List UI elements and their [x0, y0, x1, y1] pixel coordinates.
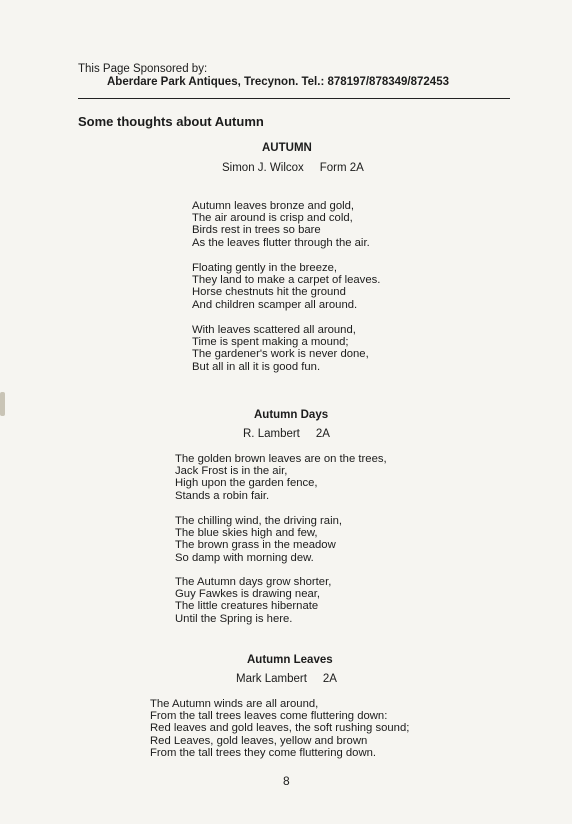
poem-line: The air around is crisp and cold,: [192, 212, 353, 225]
poem-line: The golden brown leaves are on the trees,: [175, 453, 387, 465]
poem-byline: Simon J. Wilcox Form 2A: [222, 162, 364, 174]
poem-line: But all in all it is good fun.: [192, 360, 321, 373]
poem-line: The blue skies high and few,: [175, 527, 318, 540]
poem-line: The brown grass in the meadow: [175, 539, 336, 552]
stanza: [175, 515, 342, 564]
stanza: [192, 324, 369, 373]
sponsor-block: [78, 63, 449, 89]
poem-line: Red Leaves, gold leaves, yellow and brown: [150, 734, 368, 747]
poem-line: From the tall trees they come fluttering down.: [150, 746, 377, 759]
poem-line: Autumn leaves bronze and gold,: [192, 200, 355, 212]
poem-line: The gardener's work is never done,: [192, 348, 369, 361]
poem-line: Jack Frost is in the air,: [175, 465, 288, 478]
poem-line: Stands a robin fair.: [175, 489, 270, 502]
header-rule: [78, 98, 510, 99]
poem-line: Birds rest in trees so bare: [192, 224, 321, 237]
poem-line: Time is spent making a mound;: [192, 336, 349, 349]
poem-title: Autumn Days: [254, 409, 329, 421]
poem-line: The chilling wind, the driving rain,: [175, 515, 343, 527]
poem-line: The little creatures hibernate: [175, 600, 319, 613]
stanza: [175, 453, 387, 502]
sponsor-name: Aberdare Park Antiques, Trecynon. Tel.: 878197/878349/872453: [107, 76, 449, 88]
poem-line: High upon the garden fence,: [175, 477, 318, 490]
poem-line: Floating gently in the breeze,: [192, 262, 338, 274]
poem-byline: R. Lambert 2A: [243, 428, 330, 440]
page-heading: Some thoughts about Autumn: [78, 114, 264, 129]
stanza: [150, 698, 409, 759]
poem-title: Autumn Leaves: [247, 654, 333, 666]
poem-line: Guy Fawkes is drawing near,: [175, 588, 321, 601]
poem-byline: Mark Lambert 2A: [236, 673, 337, 685]
sponsor-label: This Page Sponsored by:: [78, 63, 208, 75]
stanza: [192, 262, 380, 311]
poem-line: With leaves scattered all around,: [192, 324, 356, 336]
poem-line: The Autumn winds are all around,: [150, 698, 319, 710]
poem-line: Until the Spring is here.: [175, 612, 293, 625]
poem-line: As the leaves flutter through the air.: [192, 236, 370, 249]
poem-line: From the tall trees leaves come fluttering down:: [150, 710, 388, 723]
poem-line: Red leaves and gold leaves, the soft rushing sound;: [150, 722, 410, 735]
stanza: [192, 200, 370, 249]
page-number: 8: [283, 774, 290, 788]
poem-line: They land to make a carpet of leaves.: [192, 274, 381, 287]
poem-line: So damp with morning dew.: [175, 551, 314, 564]
poem-line: And children scamper all around.: [192, 298, 358, 311]
binding-mark: [0, 392, 5, 416]
poem-line: Horse chestnuts hit the ground: [192, 286, 346, 299]
poem-line: The Autumn days grow shorter,: [175, 576, 332, 588]
poem-title: AUTUMN: [262, 142, 312, 154]
stanza: [175, 576, 331, 625]
